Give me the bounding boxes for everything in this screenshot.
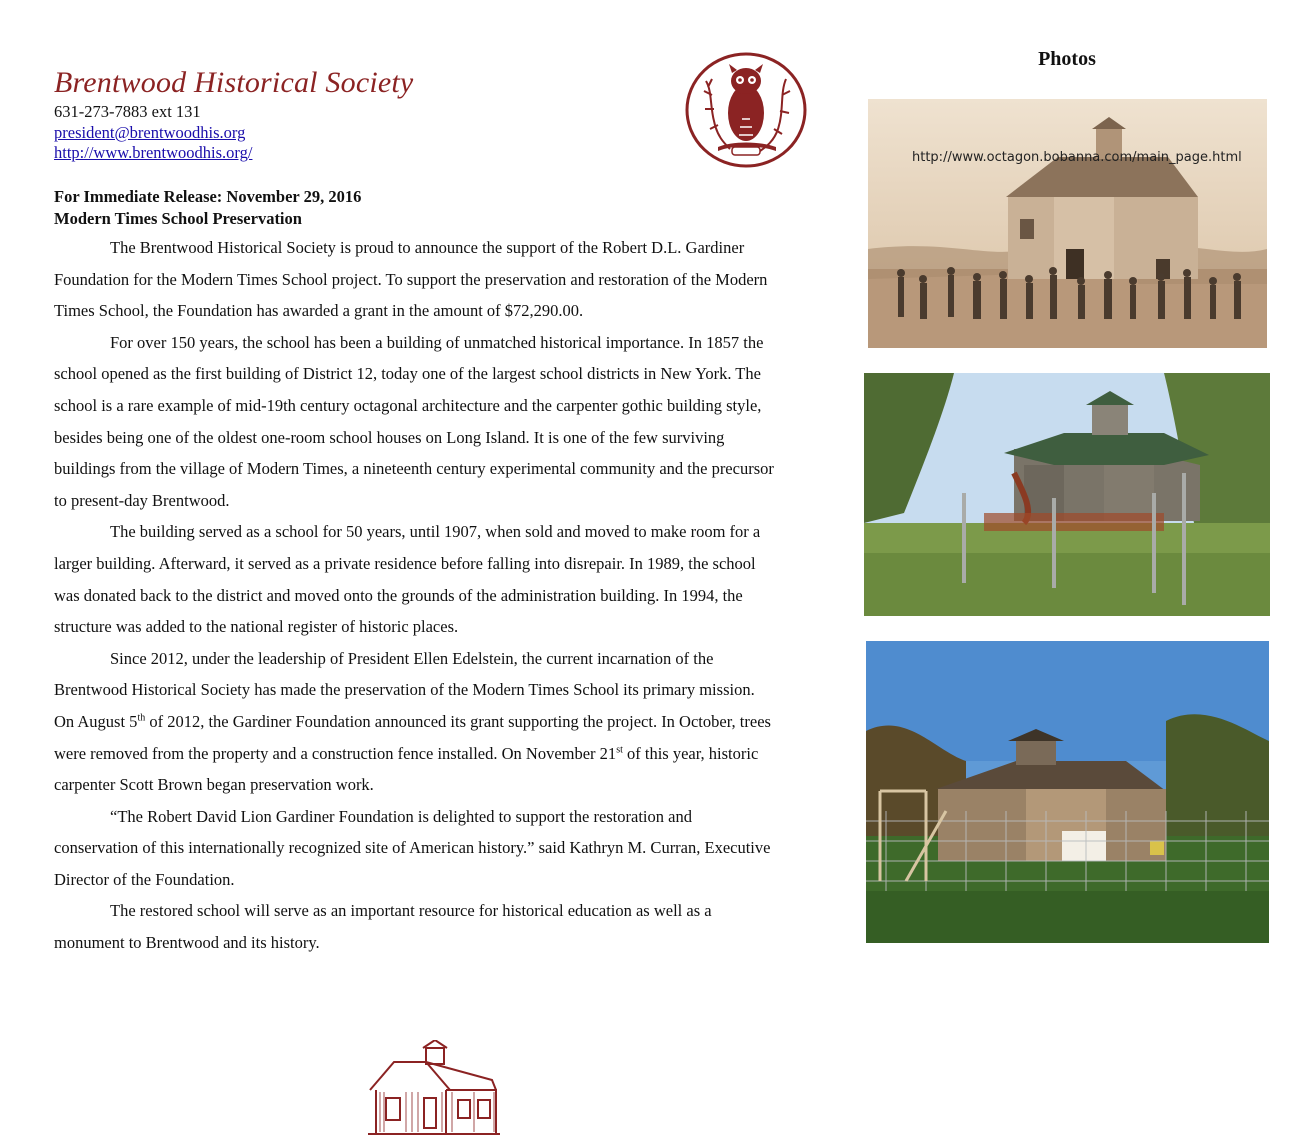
- owl-logo-icon: [684, 51, 808, 169]
- paragraph-2: For over 150 years, the school has been a building of unmatched historical importance. In 1857 the school opened as the first building of District 12, today one of the largest school districts in New York. The school is a rare example of mid-19th century octagonal architecture and the carpenter gothic building style, besides being one of the oldest one-room school houses on Long Island. It is one of the few surviving buildings from the village of Modern Times, a nineteenth century experimental community and the precursor to present-day Brentwood.: [54, 332, 774, 510]
- octagon-school-fenced-photo: [864, 373, 1270, 616]
- paragraph-1: The Brentwood Historical Society is proud to announce the support of the Robert D.L. Gardiner Foundation for the Modern Times School project. To support the preservation and restoration of the Modern Times School, the Foundation has awarded a grant in the amount of $72,290.00.: [54, 238, 768, 321]
- school-under-construction-photo: [866, 641, 1269, 943]
- press-release: [54, 186, 774, 959]
- ordinal-suffix-th: th: [137, 712, 146, 724]
- photos-heading: Photos: [1038, 48, 1096, 70]
- paragraph-4-part-a: Since 2012, under the leadership of President Ellen Edelstein, the current incarnation of the Brentwood Historical Society has made the preservation of the Modern Times School its primary mission. On August 5: [54, 648, 755, 731]
- paragraph-5-quote: “The Robert David Lion Gardiner Foundation is delighted to support the restoration and conservation of this internationally recognized site of American history.” said Kathryn M. Curran, Executive Director of the Foundation.: [54, 806, 771, 889]
- release-date-line: For Immediate Release: November 29, 2016: [54, 187, 362, 206]
- contact-block: [54, 102, 252, 164]
- ordinal-suffix-st: st: [616, 744, 623, 755]
- paragraph-3: The building served as a school for 50 years, until 1907, when sold and moved to make room for a larger building. Afterward, it served as a private residence before falling into disrepair. In 1989, the school was donated back to the district and moved onto the grounds of the administration building. In 1994, the structure was added to the national register of historic places.: [54, 522, 761, 637]
- org-name: Brentwood Historical Society: [54, 66, 414, 99]
- release-body: [54, 232, 774, 959]
- schoolhouse-icon: [366, 1040, 502, 1137]
- historic-school-photo: [868, 99, 1267, 348]
- paragraph-4-part-b: of 2012, the Gardiner Foundation announced its grant supporting the project. In October, trees were removed from the property and a construction fence installed. On November 21: [54, 711, 771, 763]
- website-link[interactable]: http://www.brentwoodhis.org/: [54, 143, 253, 162]
- release-title: Modern Times School Preservation: [54, 209, 302, 228]
- phone-number: 631-273-7883 ext 131: [54, 102, 201, 121]
- paragraph-4-part-c: of this year, historic carpenter Scott Brown began preservation work.: [54, 743, 759, 795]
- paragraph-4: [54, 643, 774, 801]
- paragraph-6: The restored school will serve as an important resource for historical education as well as a monument to Brentwood and its history.: [54, 901, 712, 953]
- email-link[interactable]: president@brentwoodhis.org: [54, 122, 246, 142]
- photo-source-caption: http://www.octagon.bobanna.com/main_page.html: [912, 150, 1242, 165]
